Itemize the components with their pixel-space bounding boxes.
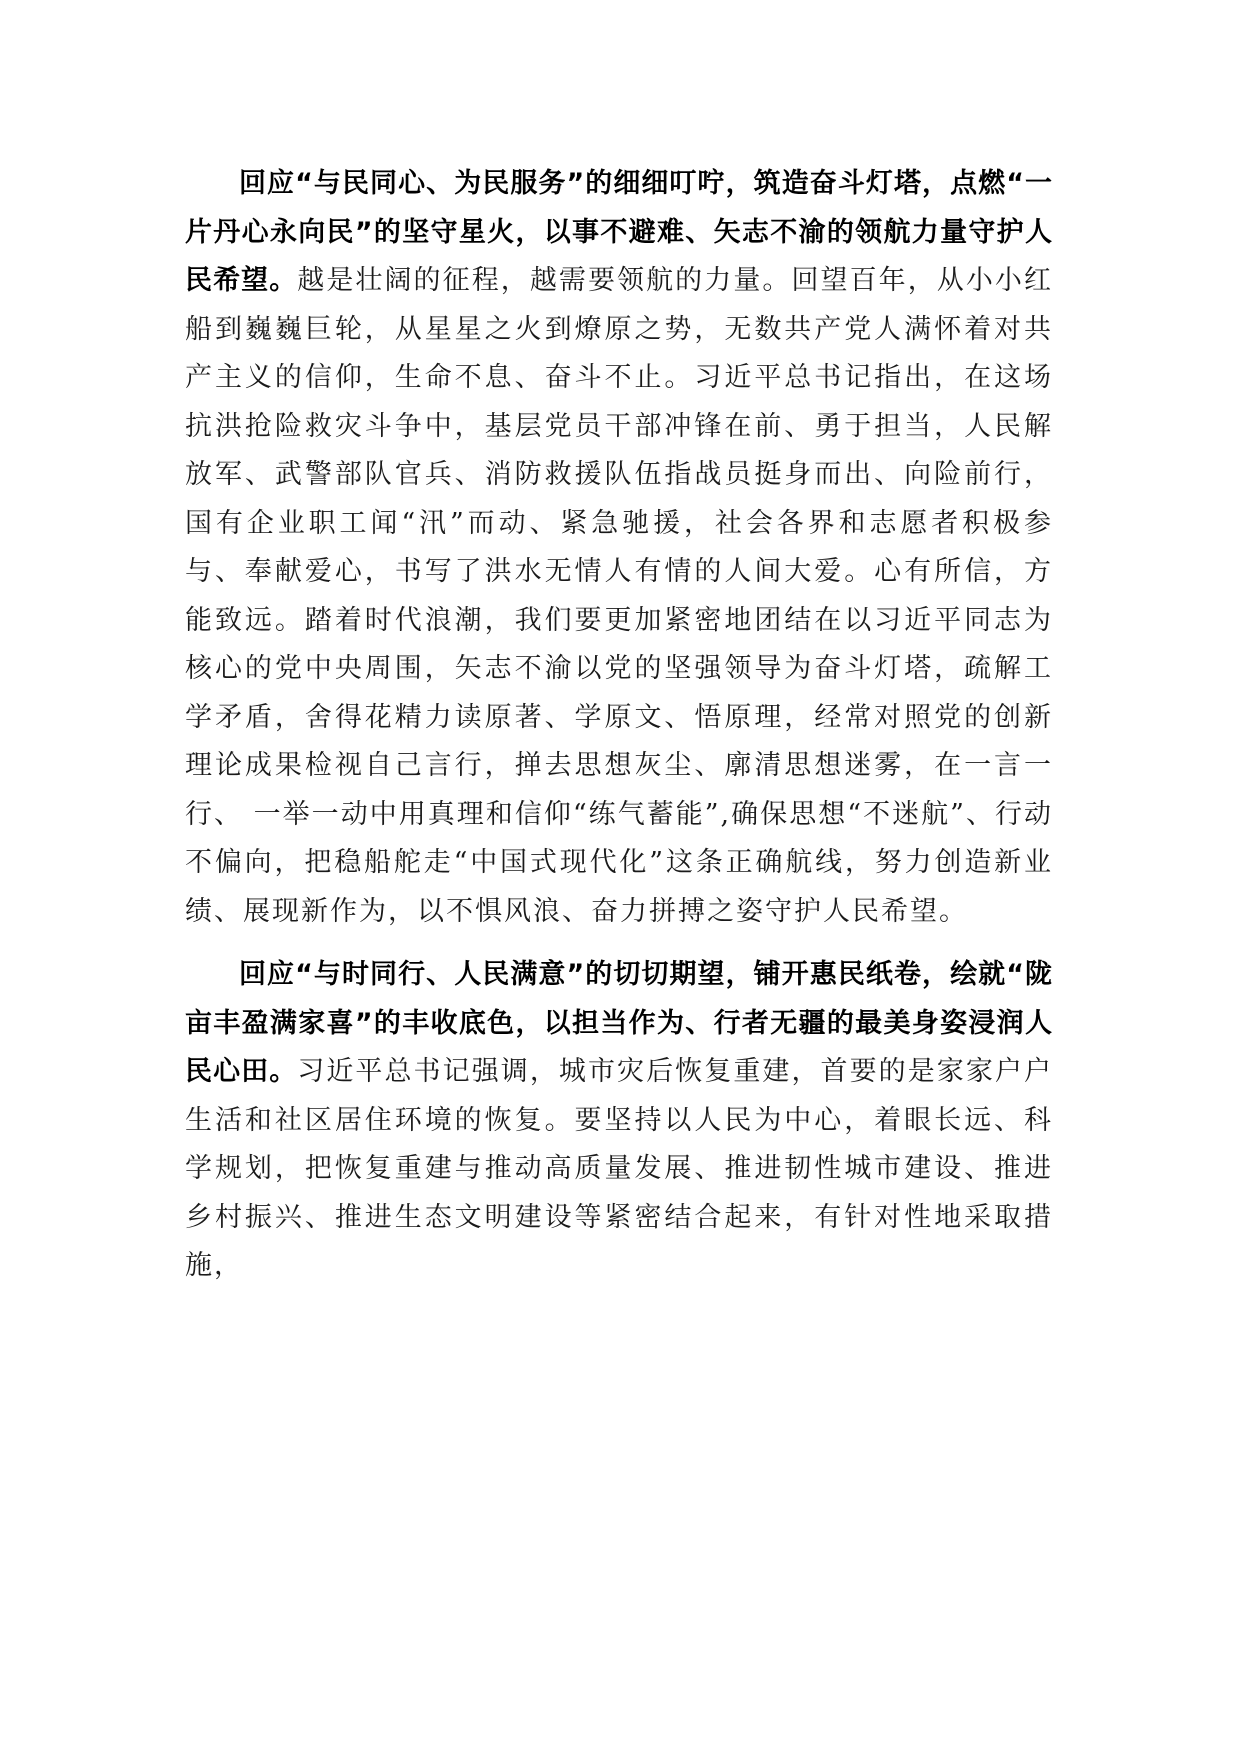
paragraph-1-lead: 回应“与民同心、为民服务”的细细叮咛，筑造奋斗灯塔，点燃“一片丹心永向民”的坚守星火，以事不避难、矢志不渝的领航力量守护人民希望。 [185,168,1053,296]
paragraph-2 [185,951,1053,1291]
paragraph-2-lead: 回应“与时同行、人民满意”的切切期望，铺开惠民纸卷，绘就“陇亩丰盈满家喜”的丰收底色，以担当作为、行者无疆的最美身姿浸润人民心田。 [185,959,1053,1087]
paragraph-1-body: 越是壮阔的征程，越需要领航的力量。回望百年，从小小红船到巍巍巨轮，从星星之火到燎原之势，无数共产党人满怀着对共产主义的信仰，生命不息、奋斗不止。习近平总书记指出，在这场抗洪抢险救灾斗争中，基层党员干部冲锋在前、勇于担当，人民解放军、武警部队官兵、消防救援队伍指战员挺身而出、向险前行，国有企业职工闻“汛”而动、紧急驰援，社会各界和志愿者积极参与、奉献爱心，书写了洪水无情人有情的人间大爱。心有所信，方能致远。踏着时代浪潮，我们要更加紧密地团结在以习近平同志为核心的党中央周围，矢志不渝以党的坚强领导为奋斗灯塔，疏解工学矛盾，舍得花精力读原著、学原文、悟原理，经常对照党的创新理论成果检视自己言行，掸去思想灰尘、廓清思想迷雾，在一言一行、 一举一动中用真理和信仰“练气蓄能”,确保思想“不迷航”、行动不偏向，把稳船舵走“中国式现代化”这条正确航线，努力创造新业绩、展现新作为，以不惧风浪、奋力拼搏之姿守护人民希望。 [185,265,1054,927]
paragraph-1 [185,160,1053,936]
document-body [185,160,1053,1291]
paragraph-2-body: 习近平总书记强调，城市灾后恢复重建，首要的是家家户户生活和社区居住环境的恢复。要坚持以人民为中心，着眼长远、科学规划，把恢复重建与推动高质量发展、推进韧性城市建设、推进乡村振兴、推进生态文明建设等紧密结合起来，有针对性地采取措施， [185,1056,1054,1281]
